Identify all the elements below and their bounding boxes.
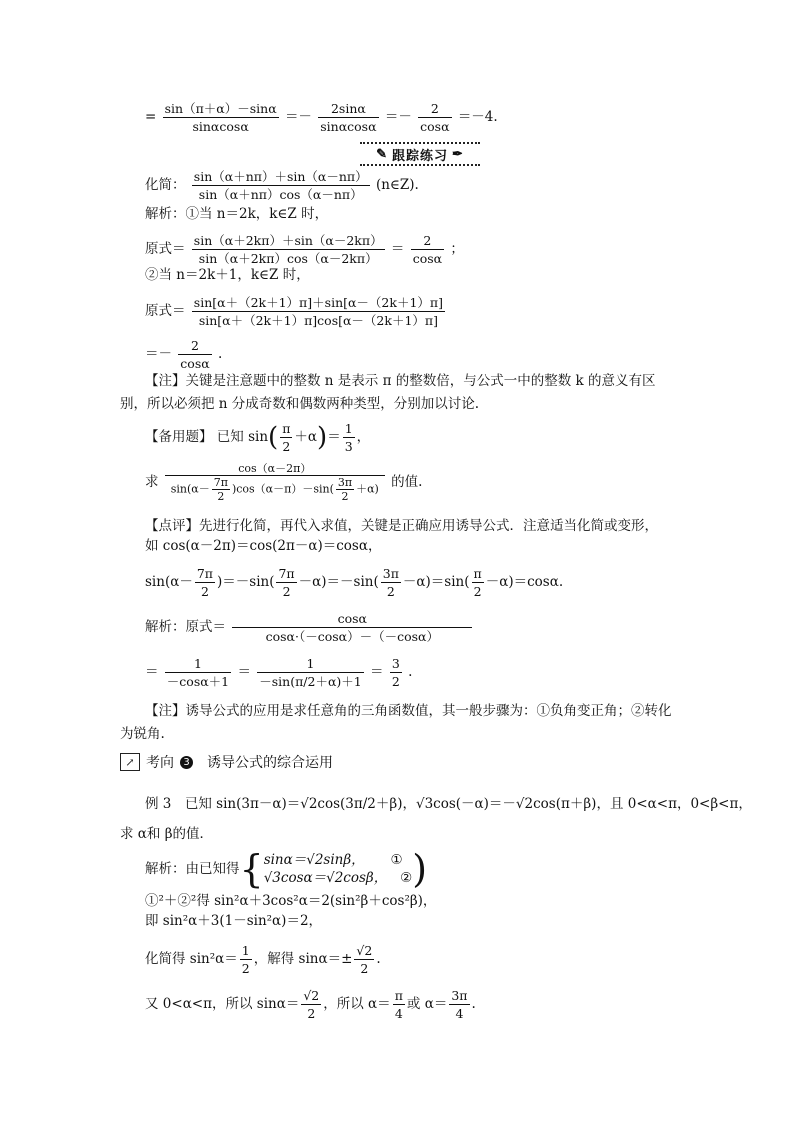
denominator: sin（α＋nπ）cos（α－nπ）	[198, 187, 363, 202]
operator: ＝－	[284, 109, 312, 125]
denominator	[165, 476, 385, 503]
brace-left: {	[239, 847, 264, 891]
denominator: 2	[473, 584, 482, 599]
numerator: 1	[257, 655, 364, 673]
step3-part: ，解得 sinα＝±	[253, 951, 353, 967]
numerator: 3π	[382, 566, 399, 581]
denominator-part: )cos（α－π）－sin(	[231, 482, 334, 496]
paren-open: (	[268, 422, 279, 453]
example-step2: 即 sin²α＋3(1－sin²α)＝2，	[145, 913, 323, 929]
numerator: sin（π＋α）－sinα	[164, 101, 277, 116]
section-header	[120, 752, 333, 772]
solution2-line2	[145, 655, 412, 690]
fraction	[381, 565, 401, 600]
pencil-icon: ✎	[376, 146, 388, 162]
section-label: 考向	[146, 755, 174, 771]
denominator: 2	[360, 961, 369, 976]
numerator: 2	[418, 100, 451, 118]
fraction	[354, 942, 374, 977]
denominator: 2	[391, 674, 400, 689]
ask-tail: 的值.	[391, 474, 423, 490]
fraction	[212, 476, 230, 503]
step4-part: ，所以 α＝	[323, 996, 391, 1012]
section-title: 诱导公式的综合运用	[207, 755, 333, 771]
trend-icon: ↗	[120, 753, 140, 771]
operator: ＝－	[384, 109, 412, 125]
denominator: cosα	[420, 119, 450, 134]
fraction	[192, 232, 385, 267]
example-line1: 例 3 已知 sin(3π－α)＝√2cos(3π/2＋β)，√3cos(－α)＝－√2cos(π＋β)，且 0<α<π，0<β<π，	[145, 796, 752, 812]
denominator: cosα	[412, 251, 443, 266]
practice-banner	[360, 142, 480, 166]
example-system	[145, 847, 428, 891]
denominator: 2	[386, 584, 395, 599]
equals-sign: ＝	[237, 664, 251, 680]
denominator: 2	[282, 584, 291, 599]
formula-prefix: 原式＝	[145, 303, 186, 319]
marker-2: ②	[400, 870, 413, 886]
result: ＝－4.	[457, 109, 498, 125]
comment-line2: 如 cos(α－2π)＝cos(2π－α)＝cosα，	[145, 538, 382, 554]
comment-part: －α)＝sin(	[402, 574, 470, 590]
section-number: 3	[180, 756, 193, 769]
fraction	[240, 942, 252, 977]
solution-case2-result	[145, 337, 222, 372]
comment-part: －α)＝－sin(	[298, 574, 379, 590]
step3-part: .	[376, 951, 381, 967]
fraction	[336, 476, 354, 503]
denominator: sinαcosα	[320, 119, 377, 134]
numerator: sin（α＋2kπ）＋sin（α－2kπ）	[193, 233, 383, 248]
formula-prefix: 原式＝	[145, 241, 186, 257]
numerator: sin[α＋（2k＋1）π]＋sin[α－（2k＋1）π]	[193, 295, 444, 310]
punctuation: .	[217, 346, 223, 362]
example-step1: ①²＋②²得 sin²α＋3cos²α＝2(sin²β＋cos²β)，	[145, 893, 437, 909]
fraction	[393, 987, 405, 1022]
fraction	[165, 655, 231, 690]
fraction	[178, 337, 211, 372]
punctuation: ；	[450, 241, 464, 257]
comment-part: )＝－sin(	[217, 574, 275, 590]
step4-part: .	[471, 996, 476, 1012]
ask-prefix: 求	[145, 474, 159, 490]
condition: (n∈Z).	[375, 177, 419, 193]
fraction	[280, 420, 292, 455]
argument-tail: ＋α	[294, 429, 318, 445]
denominator: 2	[341, 490, 349, 503]
backup-prefix: 【备用题】 已知 sin	[145, 429, 269, 445]
case2-text: ②当 n＝2k＋1，k∈Z 时，	[145, 267, 310, 283]
numerator: π	[473, 566, 482, 581]
fraction	[411, 232, 444, 267]
step3-part: 化简得 sin²α＝	[145, 951, 238, 967]
numerator: 7π	[278, 566, 295, 581]
fraction	[195, 565, 215, 600]
comment-line1: 【点评】先进行化简，再代入求值，关键是正确应用诱导公式．注意适当化简或变形，	[145, 518, 658, 534]
pen-icon: ✒	[452, 146, 464, 162]
example-line2: 求 α和 β的值．	[120, 826, 214, 842]
equation-1: sinα＝√2sinβ，	[263, 852, 365, 868]
solution-case1	[145, 205, 328, 223]
numerator: 2sinα	[318, 100, 378, 118]
brace-right: )	[412, 847, 428, 891]
comment-part: sin(α－	[145, 574, 193, 590]
exercise-line	[145, 168, 419, 203]
fraction	[163, 100, 279, 135]
denominator: 2	[307, 1006, 316, 1021]
solution-case2-formula	[145, 294, 447, 329]
fraction	[343, 420, 355, 455]
banner-label: 跟踪练习	[391, 148, 448, 164]
punctuation: .	[408, 664, 413, 680]
fraction	[276, 565, 296, 600]
fraction	[165, 462, 385, 503]
numerator: cosα	[232, 610, 472, 628]
solution2-line1	[145, 610, 474, 645]
equals-sign: ＝	[145, 664, 159, 680]
example-step4	[145, 987, 476, 1022]
numerator: 2	[411, 232, 444, 250]
backup-problem	[145, 420, 370, 455]
fraction	[472, 565, 484, 600]
equals-sign: ＝	[370, 664, 384, 680]
case1-text: 解析：①当 n＝2k，k∈Z 时，	[145, 206, 329, 222]
numerator: 7π	[213, 476, 228, 489]
step4-part: 或 α＝	[406, 996, 448, 1012]
punctuation: ，	[356, 429, 371, 445]
numerator: 1	[344, 421, 353, 436]
solution-case2	[145, 266, 310, 284]
fraction	[301, 987, 321, 1022]
equals-sign: ＝	[327, 429, 341, 445]
numerator: 2	[178, 337, 211, 355]
note2-paragraph: 【注】诱导公式的应用是求任意角的三角函数值，其一般步骤为：①负角变正角；②转化为锐角.	[120, 703, 672, 742]
denominator-part: sin(α－	[170, 482, 210, 496]
numerator: π	[282, 421, 291, 436]
fraction	[318, 100, 378, 135]
equals-sign: =	[145, 109, 157, 125]
top-calculation	[145, 100, 498, 135]
denominator: cosα	[180, 356, 210, 371]
numerator: √2	[356, 943, 373, 958]
example-step3	[145, 942, 381, 977]
paren-close: )	[317, 422, 328, 453]
denominator: cosα·（－cosα）－（－cosα）	[265, 629, 439, 644]
denominator: －cosα＋1	[166, 674, 230, 689]
denominator: sinαcosα	[192, 119, 249, 134]
equals-sign: ＝－	[145, 346, 172, 362]
equation-2: √3cosα＝√2cosβ，	[263, 870, 388, 886]
backup-question	[145, 462, 422, 503]
fraction	[192, 294, 445, 329]
numerator: 7π	[196, 566, 213, 581]
note-paragraph: 【注】关键是注意题中的整数 n 是表示 π 的整数倍，与公式一中的整数 k 的意义有区别，所以必须把 n 分成奇数和偶数两种类型，分别加以讨论.	[120, 373, 656, 412]
numerator: 3π	[451, 988, 468, 1003]
denominator: 2	[282, 439, 291, 454]
denominator: 2	[241, 961, 250, 976]
numerator: √2	[303, 988, 320, 1003]
comment-part: －α)＝cosα.	[485, 574, 564, 590]
comment-line3	[145, 565, 563, 600]
numerator: 1	[241, 943, 250, 958]
fraction	[449, 987, 469, 1022]
solution-case1-formula	[145, 232, 464, 267]
system-equations	[264, 851, 413, 887]
fraction	[257, 655, 364, 690]
numerator: 3π	[337, 476, 353, 489]
fraction	[192, 168, 370, 203]
denominator: 2	[200, 584, 209, 599]
denominator: sin（α＋2kπ）cos（α－2kπ）	[198, 251, 378, 266]
denominator: －sin(π/2＋α)＋1	[259, 674, 362, 689]
numerator: sin（α＋nπ）＋sin（α－nπ）	[193, 169, 368, 184]
denominator: sin[α＋（2k＋1）π]cos[α－（2k＋1）π]	[198, 313, 438, 328]
exercise-prefix: 化简：	[145, 177, 186, 193]
numerator: π	[394, 988, 403, 1003]
step4-part: 又 0<α<π，所以 sinα＝	[145, 996, 300, 1012]
system-prefix: 解析：由已知得	[145, 861, 240, 877]
numerator: 1	[165, 655, 231, 673]
numerator: 3	[391, 656, 400, 671]
denominator: 4	[394, 1006, 403, 1021]
solution2-prefix: 解析：原式＝	[145, 619, 226, 635]
denominator: 3	[344, 439, 353, 454]
equals-sign: ＝	[390, 241, 405, 257]
numerator: cos（α－2π）	[165, 462, 385, 476]
fraction	[390, 655, 402, 690]
fraction	[232, 610, 472, 645]
marker-1: ①	[390, 852, 403, 868]
fraction	[418, 100, 451, 135]
denominator-part: ＋α)	[356, 482, 379, 496]
denominator: 4	[455, 1006, 464, 1021]
denominator: 2	[217, 490, 225, 503]
